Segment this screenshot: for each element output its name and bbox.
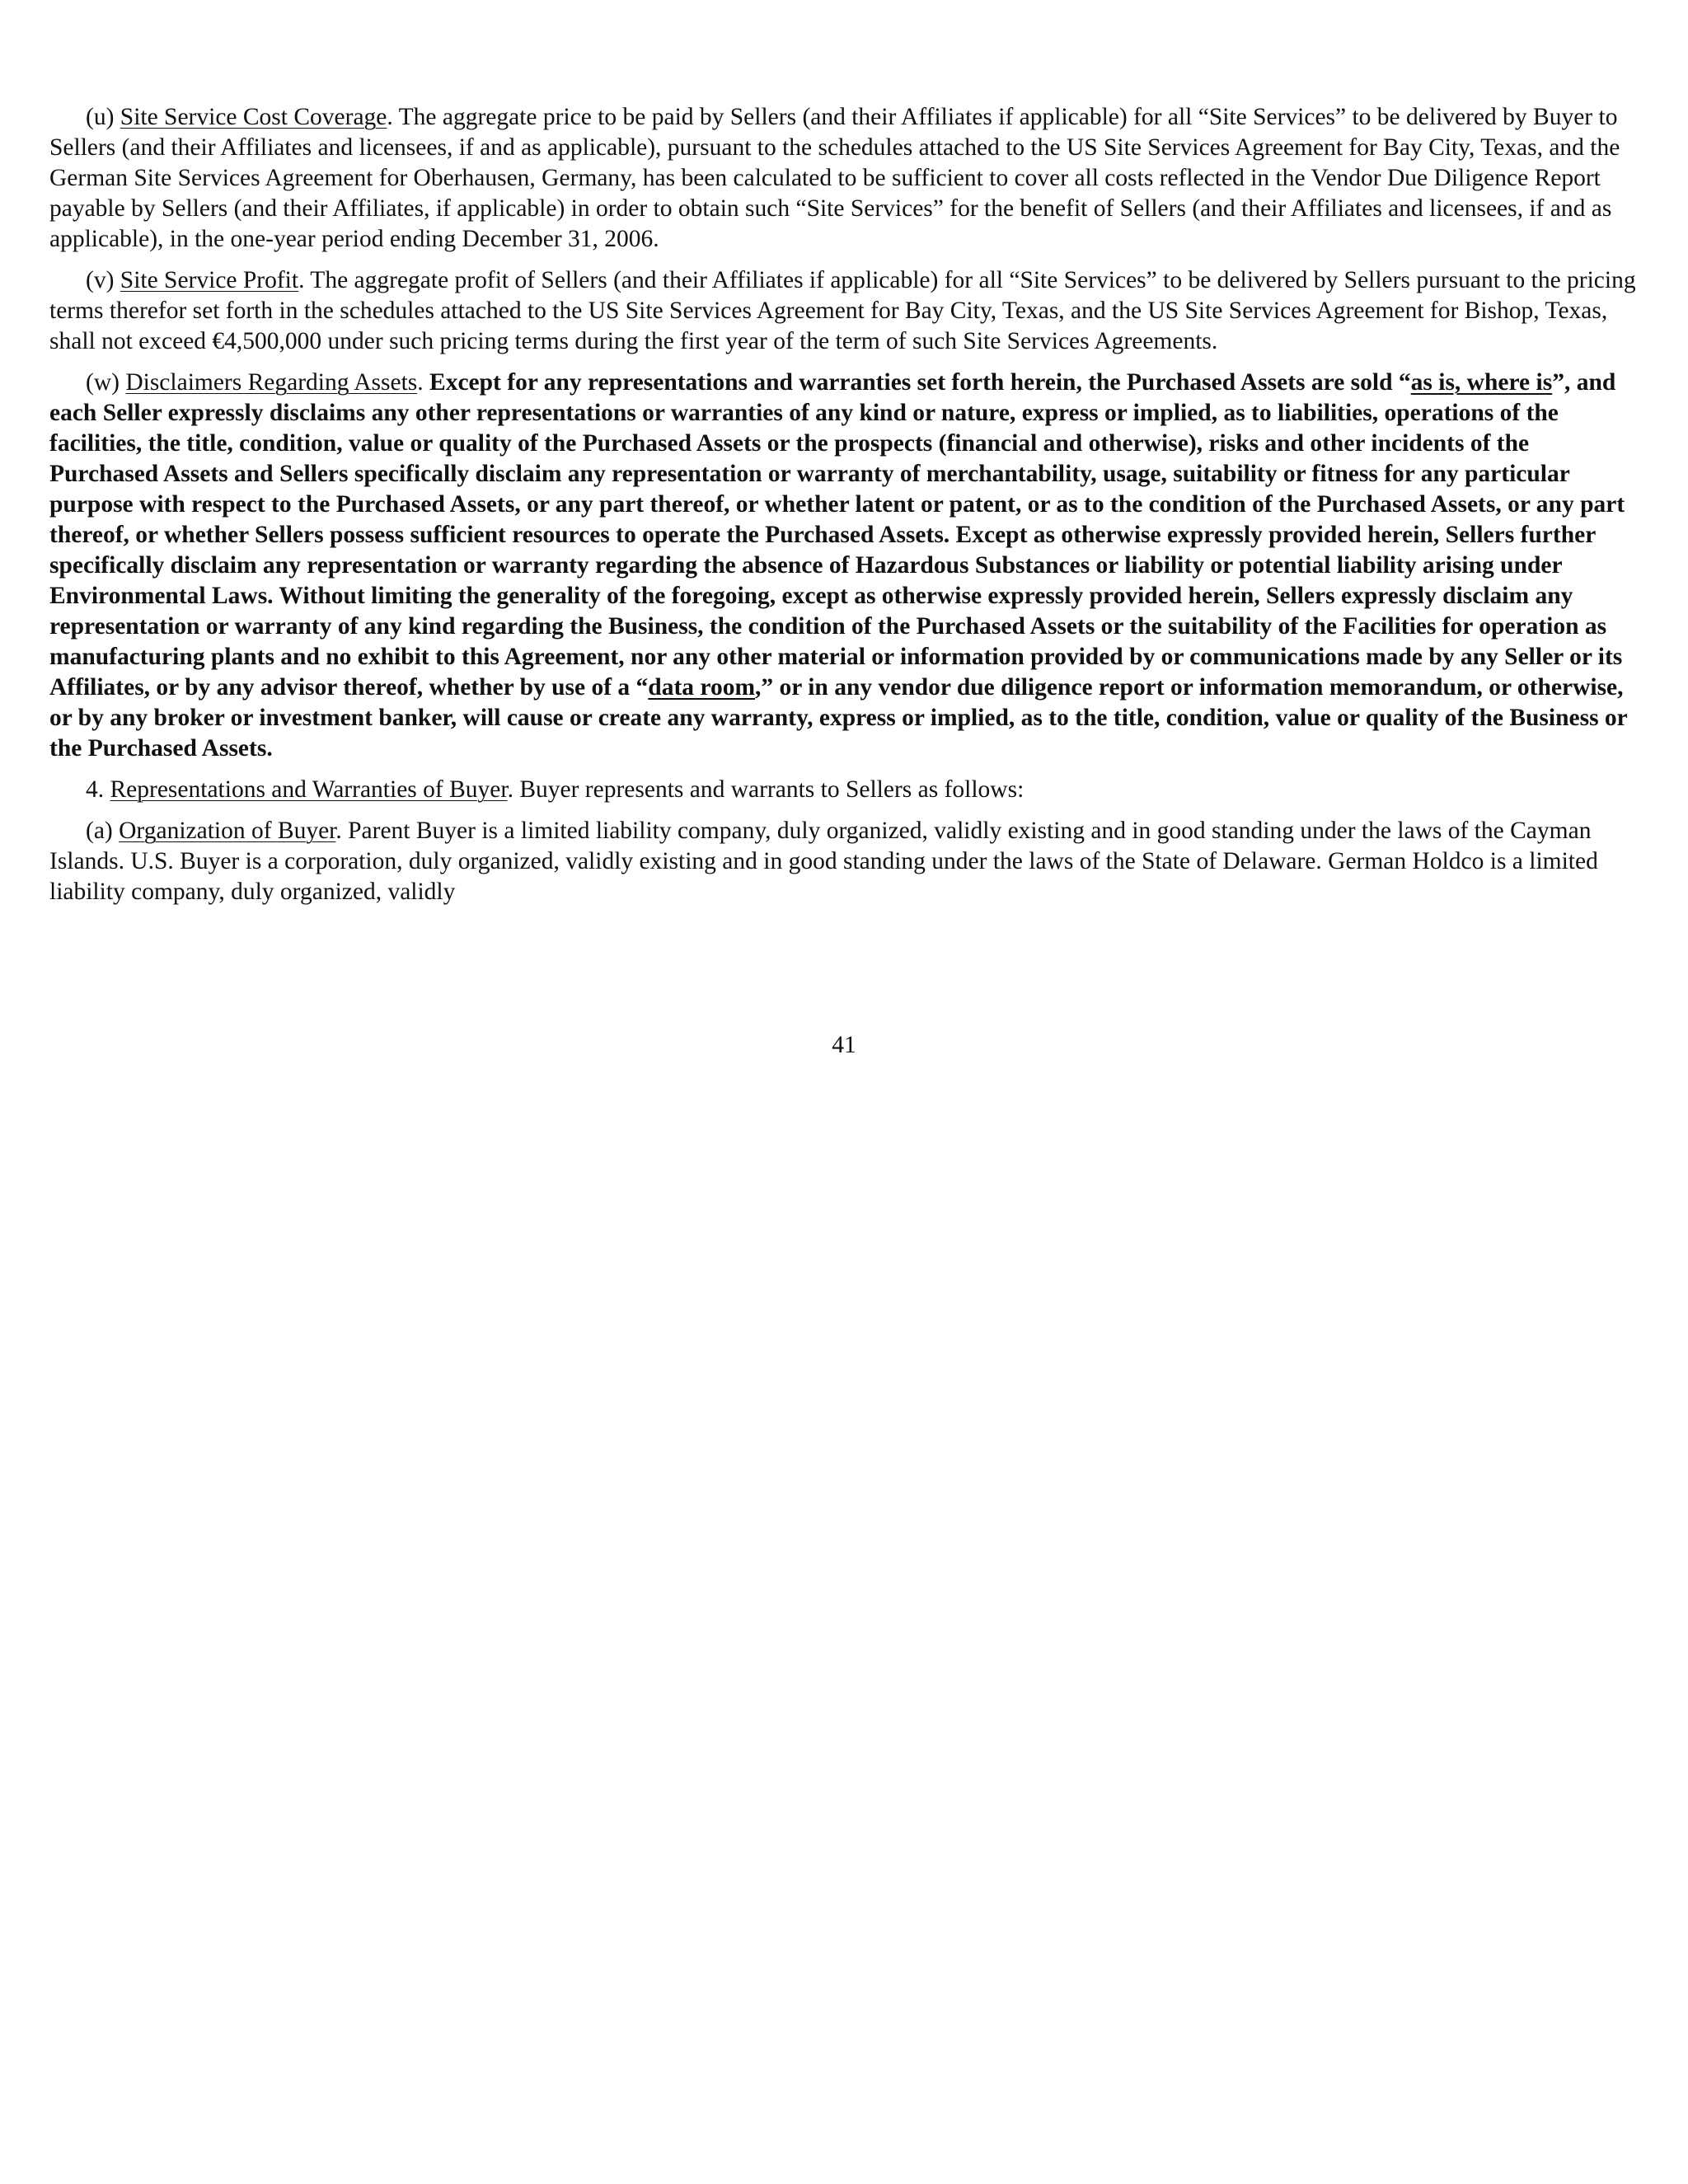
paragraph-marker: (u) [86, 104, 120, 130]
paragraph-u-site-service-cost-coverage [49, 102, 1640, 255]
section-4-representations-of-buyer [49, 775, 1640, 805]
as-is-where-is-phrase: as is, where is [1410, 369, 1553, 396]
disclaimer-text-part-2: ”, and each Seller expressly disclaims any other representations or warranties of any kind or nature, express or implied, as to liabilities, operations of the facilities, the title, condition, value or quality of the Purchased Assets or the prospects (financial and otherwise), risks and other incidents of the Purchased Assets and Sellers specifically disclaim any representation or warranty of merchantability, usage, suitability or fitness for any particular purpose with respect to the Purchased Assets, or any part thereof, or whether latent or patent, or as to the condition of the Purchased Assets, or any part thereof, or whether Sellers possess sufficient resources to operate the Purchased Assets. Except as otherwise expressly provided herein, Sellers further specifically disclaim any representation or warranty regarding the absence of Hazardous Substances or liability or potential liability arising under Environmental Laws. Without limiting the generality of the foregoing, except as otherwise expressly provided herein, Sellers expressly disclaim any representation or warranty of any kind regarding the Business, the condition of the Purchased Assets or the suitability of the Facilities for operation as manufacturing plants and no exhibit to this Agreement, nor any other material or information provided by or communications made by any Seller or its Affiliates, or by any advisor thereof, whether by use of a “ [49, 369, 1625, 701]
section-number: 4. [86, 776, 110, 803]
paragraph-v-site-service-profit [49, 265, 1640, 357]
data-room-phrase: data room [648, 674, 756, 701]
paragraph-body: . The aggregate price to be paid by Sellers (and their Affiliates if applicable) for all “Site Services” to be delivered by Buyer to Sellers (and their Affiliates and licensees, if and as applicable), pursuant to the schedules attached to the US Site Services Agreement for Bay City, Texas, and the German Site Services Agreement for Oberhausen, Germany, has been calculated to be sufficient to cover all costs reflected in the Vendor Due Diligence Report payable by Sellers (and their Affiliates, if applicable) in order to obtain such “Site Services” for the benefit of Sellers (and their Affiliates and licensees, if and as applicable), in the one-year period ending December 31, 2006. [49, 104, 1620, 252]
paragraph-marker: (v) [86, 267, 120, 293]
disclaimer-text-part-3: ,” or in any vendor due diligence report or information memorandum, or otherwise, or by any broker or investment banker, will cause or create any warranty, express or implied, as to the title, condition, value or quality of the Business or the Purchased Assets. [49, 674, 1628, 762]
paragraph-w-disclaimers-regarding-assets [49, 368, 1640, 764]
paragraph-body: . Parent Buyer is a limited liability company, duly organized, validly existing and in good standing under the laws of the Cayman Islands. U.S. Buyer is a corporation, duly organized, validly existing and in good standing under the laws of the State of Delaware. German Holdco is a limited liability company, duly organized, validly [49, 818, 1598, 905]
disclaimer-text-part-1: Except for any representations and warranties set forth herein, the Purchased Assets are sold “ [429, 369, 1411, 396]
section-heading: Site Service Cost Coverage [120, 104, 387, 130]
paragraph-body: . Buyer represents and warrants to Sellers as follows: [507, 776, 1025, 803]
page-number: 41 [832, 1032, 856, 1058]
document-page [49, 102, 1640, 918]
section-heading: Representations and Warranties of Buyer [110, 776, 508, 803]
heading-punctuation: . [417, 369, 430, 396]
section-heading: Site Service Profit [120, 267, 299, 293]
paragraph-marker: (a) [86, 818, 120, 844]
paragraph-body: . The aggregate profit of Sellers (and their Affiliates if applicable) for all “Site Services” to be delivered by Sellers pursuant to the pricing terms therefor set forth in the schedules attached to the US Site Services Agreement for Bay City, Texas, and the US Site Services Agreement for Bishop, Texas, shall not exceed €4,500,000 under such pricing terms during the first year of the term of such Site Services Agreements. [49, 267, 1636, 354]
paragraph-a-organization-of-buyer [49, 816, 1640, 907]
paragraph-marker: (w) [86, 369, 126, 396]
section-heading: Disclaimers Regarding Assets [125, 369, 418, 396]
section-heading: Organization of Buyer [119, 818, 336, 844]
